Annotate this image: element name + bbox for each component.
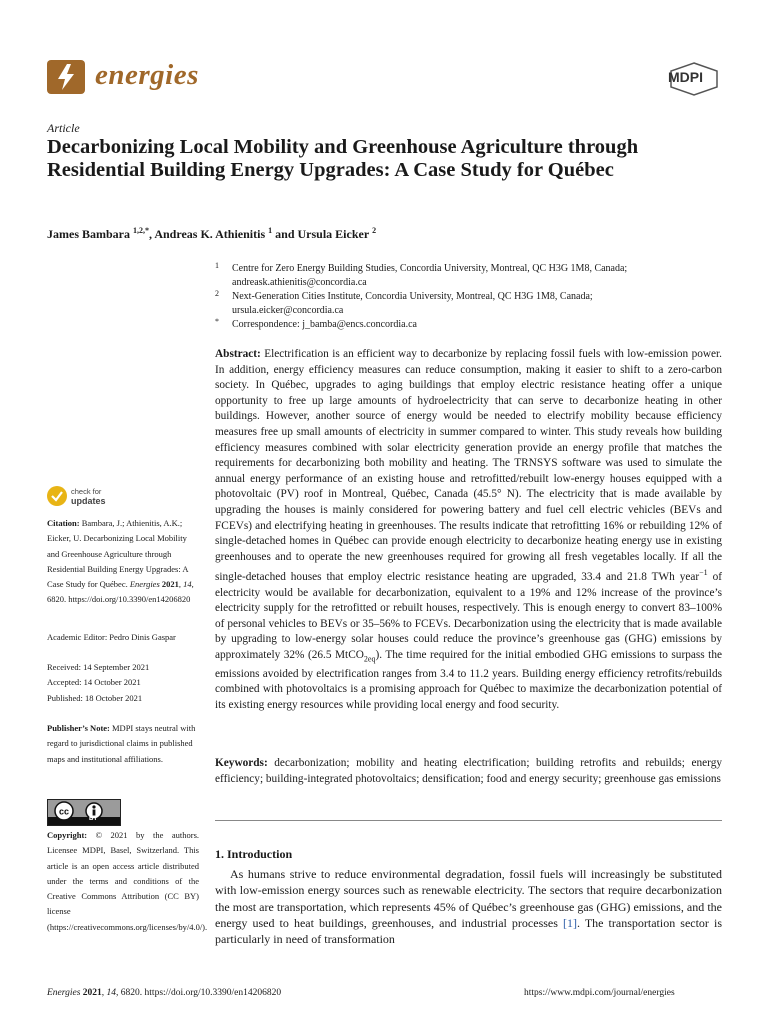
abstract-text: ). The time required for the initial embodied GHG emissions to surpass the emissions avoided by electrification ranges from 3.4 to 11.2 years. Building energy efficiency retrofits/rebuilds combined with photovoltaics is a promising approach for Québec to maximize the decarbonization potential of its existing energy resources while providing local energy and food security. [215,649,722,712]
correspondence-item [215,318,725,332]
citation-text: Bambara, J.; Athienitis, A.K.; Eicker, U. Decarbonizing Local Mobility and Greenhouse Agriculture through Residential Building Energy Upgrades: A Case Study for Québec. [47,518,189,590]
lightning-icon [47,60,85,94]
author-name[interactable]: James Bambara [47,227,130,241]
author-name[interactable]: Ursula Eicker [297,227,370,241]
publication-dates [47,660,199,706]
check-updates-line2: updates [71,496,106,506]
abstract-superscript: −1 [699,568,708,578]
date-received: Received: 14 September 2021 [47,662,150,672]
affiliation-item [215,290,725,318]
journal-name: energies [95,59,199,91]
publisher-name: MDPI [668,69,703,85]
footer-journal-url[interactable]: https://www.mdpi.com/journal/energies [524,988,675,998]
affiliation-mark: * [215,317,219,326]
affiliations [215,262,725,332]
footer-volume: 14 [106,988,117,998]
author-affil-mark: 2 [372,226,377,235]
check-updates-icon [47,486,67,506]
publisher-note-label: Publisher’s Note: [47,723,110,733]
publisher-note [47,721,199,767]
footer-citation: Energies 2021, 14, 6820. https://doi.org/10.3390/en14206820 [47,988,282,998]
copyright-notice [47,828,208,935]
academic-editor: Academic Editor: Pedro Dinis Gaspar [47,632,176,642]
date-published: Published: 18 October 2021 [47,692,143,703]
intro-text: As humans strive to reduce environmental degradation, fossil fuels will increasingly be substituted with low-emission energy sources such as renewable electricity. The sectors that require decarbonization the most are transportation, which represents 45% of Québec’s greenhouse gas (GHG) emissions, and the energy used to heat buildings, greenhouses, and industrial processes [215,867,722,930]
abstract-label: Abstract: [215,348,261,360]
citation-block: Citation: Bambara, J.; Athienitis, A.K.; Eicker, U. Decarbonizing Local Mobility and Greenhouse Agriculture through Residential Building Energy Upgrades: A Case Study for Québec. Energies 2021, 14, 6820. https://doi.org/10.3390/en14206820 [47,518,194,605]
citation-label: Citation: [47,518,80,528]
abstract [215,347,722,714]
publisher-logo [666,62,722,96]
citation-volume: 14 [183,579,192,590]
footer-year: 2021 [82,988,102,998]
author-affil-mark: 1 [268,226,273,235]
reference-link[interactable]: [1] [562,915,577,930]
section-divider [215,820,722,821]
affiliation-mark: 1 [215,261,219,270]
keywords-text: decarbonization; mobility and heating electrification; building retrofits and rebuilds; energy efficiency; building-integrated photovoltaics; densification; food and energy security; greenhouse gas emissions [215,757,723,785]
author-name[interactable]: Andreas K. Athienitis [154,227,266,241]
abstract-text: of electricity would be available for decarbonization, equivalent to a 19% and 12% increase of the province’s electricity supply for the retrofitted or rebuilt houses, respectively. This is enough energy to convert 83–100% of personal vehicles to BEVs or 35–56% to FCEVs. Decarbonization using the electricity that is made available by upgrading to low-energy solar houses could reduce the province’s greenhouse gas (GHG) emissions by approximately 32% (26.5 MtCO [215,571,722,662]
citation-journal: Energies [129,579,160,590]
check-for-updates-button[interactable] [47,486,157,510]
paper-title: Decarbonizing Local Mobility and Greenhouse Agriculture through Residential Building Energy Upgrades: A Case Study for Québec [47,136,639,181]
date-accepted: Accepted: 14 October 2021 [47,677,141,688]
citation-doi[interactable]: , 6820. https://doi.org/10.3390/en14206820 [47,579,194,605]
publisher-note-text: MDPI stays neutral with regard to jurisdictional claims in published maps and institutional affiliations. [47,723,196,764]
affiliation-line: Centre for Zero Energy Building Studies, Concordia University, Montreal, QC H3G 1M8, Canada; [232,263,628,274]
citation-year: 2021 [161,579,179,590]
copyright-label: Copyright: [47,830,88,840]
correspondence-line[interactable]: Correspondence: j_bamba@encs.concordia.ca [232,319,417,330]
keywords-label: Keywords: [215,757,268,769]
section-heading: 1. Introduction [215,847,293,861]
affiliation-mark: 2 [215,289,219,298]
copyright-text: © 2021 by the authors. Licensee MDPI, Basel, Switzerland. This article is an open access article distributed under the terms and conditions of the Creative Commons Attribution (CC BY) license (https://creativecommons.org/licenses/by/4.0/). [47,830,208,932]
journal-logo [47,60,85,94]
affiliation-email[interactable]: ursula.eicker@concordia.ca [232,305,344,316]
cc-by-license-badge[interactable] [47,799,121,826]
author-affil-mark: 1,2,* [133,226,149,235]
intro-text: . The transportation sector is particularly in need of transformation [215,915,722,947]
svg-text:cc: cc [58,806,70,817]
article-type: Article [47,121,80,135]
affiliation-email[interactable]: andreask.athienitis@concordia.ca [232,277,367,288]
intro-paragraph [215,866,722,947]
affiliation-line: Next-Generation Cities Institute, Concordia University, Montreal, QC H3G 1M8, Canada; [232,291,593,302]
abstract-text: Electrification is an efficient way to decarbonize by replacing fossil fuels with low-emission power. In addition, energy efficiency measures can reduce consumption, making it easier to shift to a zero-carbon society. In Québec, upgrades to aging buildings that employ electric resistance heating offer a unique opportunity to free up large amounts of hydroelectricity that can serve to decarbonize heating in other buildings. However, another source of energy would be needed to electrify mobility because efficiency measures free up small amounts of electricity in summer compared to winter. This study reveals how building efficiency measures combined with solar electricity generation provide an energy profile that matches the requirements for decarbonizing both mobility and heating. The TRNSYS software was used to simulate the annual energy performance of an existing house and retrofitted/rebuilt low-energy houses equipped with a photovoltaic (PV) roof in Montreal, Québec, Canada (45.5° N). The electricity that is made available by upgrading the houses is mainly considered for powering battery and fuel cell electric vehicles (BEVs and FCEVs) and electrifying heating in greenhouses. The results indicate that retrofitting 16% or rebuilding 12% of single-detached homes in Québec can provide enough electricity to decarbonize heating energy use in existing greenhouses and to operate the new greenhouses required for growing all fresh vegetables locally. If all the single-detached houses that employ electric resistance heating are upgraded, 33.4 and 21.8 TWh year [215,348,722,584]
cc-by-label: BY [89,816,98,822]
footer-journal: Energies [47,988,81,998]
creative-commons-icon [48,800,120,825]
author-list: James Bambara $^{1,2,*}$, Andreas K. Athienitis $^1$ and Ursula Eicker $^2$ [47,226,377,241]
abstract-subscript: 2eq [363,654,376,664]
affiliation-item [215,262,725,290]
check-updates-line1: check for [71,487,102,496]
footer-doi[interactable]: , 6820. https://doi.org/10.3390/en14206820 [116,988,282,998]
keywords [215,756,722,787]
